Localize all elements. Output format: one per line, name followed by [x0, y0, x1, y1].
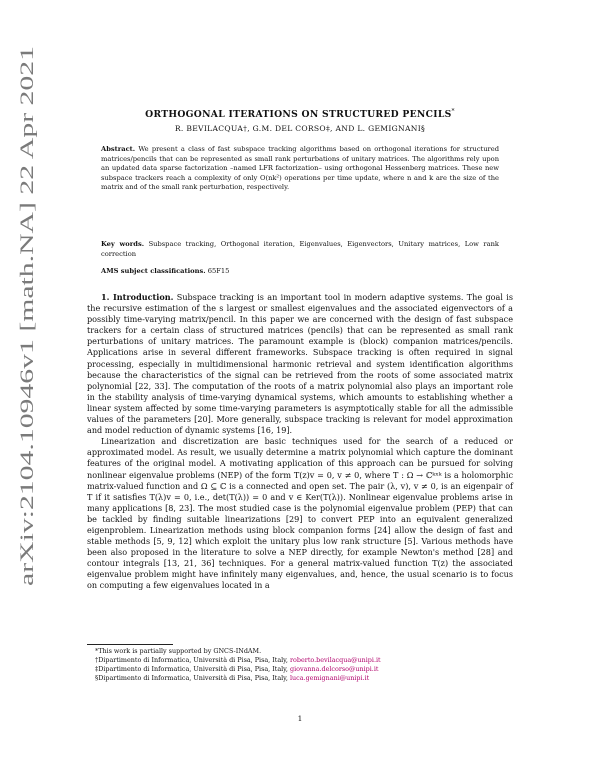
section-heading: 1. Introduction. [101, 292, 174, 302]
footnote-4 [87, 674, 513, 683]
footnote-1: *This work is partially supported by GNCS-INdAM. [95, 647, 262, 655]
arxiv-identifier-sidebar [6, 0, 42, 776]
intro-paragraph-1-text: Subspace tracking is an important tool in modern adaptive systems. The goal is the recursive estimation of the s largest or smallest eigenvalues and the associated eigenvectors of a possibly time-varying matrix/pencil. In this paper we are concerned with the design of fast subspace trackers for a certain class of structured matrices (pencils) that can be represented as small rank perturbations of unitary matrices. The paramount example is (block) companion matrices/pencils. Applications arise in several different frameworks. Subspace tracking is often required in signal processing, especially in multidimensional harmonic retrieval and system identification algorithms because the characteristics of the signal can be retrieved from the roots of some associated matrix polynomial [22, 33]. The computation of the roots of a matrix polynomial also plays an important role in the stability analysis of time-varying dynamical systems, which amounts to establishing whether a linear system affected by some time-varying parameters is asymptotically stable for all the admissible values of the parameters [20]. More generally, subspace tracking is relevant for model approximation and model reduction of dynamic systems [16, 19]. [87, 292, 514, 436]
ams-label: AMS subject classifications. [101, 267, 206, 275]
ams-classification [101, 267, 499, 277]
ams-text: 65F15 [207, 267, 230, 275]
footnote-3-email-link[interactable]: giovanna.delcorso@unipi.it [290, 664, 379, 673]
arxiv-identifier-text: arXiv:2104.10946v1 [math.NA] 22 Apr 2021 [17, 248, 38, 586]
abstract-text: We present a class of fast subspace tracking algorithms based on orthogonal iterations for structured matrices/pencils that can be represented as small rank perturbations of unitary matrices. The algorithms rely upon an updated data sparse factorization –named LFR factorization– using orthogonal Hessenberg matrices. These new subspace trackers reach a complexity of only O(nk²) operations per time update, where n and k are the size of the matrix and of the small rank perturbation, respectively. [101, 145, 499, 192]
keywords-label: Key words. [101, 240, 145, 248]
page-number: 1 [297, 714, 303, 723]
footnote-rule [87, 644, 173, 645]
footnote-4-email-link[interactable]: luca.gemignani@unipi.it [290, 673, 370, 682]
footnote-2-email-link[interactable]: roberto.bevilacqua@unipi.it [290, 655, 381, 664]
keywords-text: Subspace tracking, Orthogonal iteration, Eigenvalues, Eigenvectors, Unitary matrices, Low rank correction [101, 240, 499, 258]
footnote-3-text: ‡Dipartimento di Informatica, Università di Pisa, Pisa, Italy, [95, 664, 290, 673]
footnote-3 [87, 665, 513, 674]
footnote-2 [87, 656, 513, 665]
intro-paragraph-1 [87, 292, 513, 436]
footnotes [87, 647, 513, 683]
title-footnote-mark: * [451, 108, 455, 115]
paper-title-text: ORTHOGONAL ITERATIONS ON STRUCTURED PENCILS [145, 109, 452, 121]
abstract [101, 145, 499, 193]
introduction-section [87, 292, 513, 592]
footnote-4-text: §Dipartimento di Informatica, Università di Pisa, Pisa, Italy, [95, 673, 290, 682]
paper-title [87, 108, 513, 120]
author-list: R. BEVILACQUA†, G.M. DEL CORSO‡, AND L. GEMIGNANI§ [174, 124, 426, 133]
intro-paragraph-2: Linearization and discretization are basic techniques used for the search of a reduced or approximated model. As result, we usually determine a matrix polynomial which capture the dominant features of the original model. A motivating application of this approach can be pursued for solving nonlinear eigenvalue problems (NEP) of the form T(z)v = 0, v ≠ 0, where T : Ω → ℂᵏˣᵏ is a holomorphic matrix-valued function and Ω ⊆ ℂ is a connected and open set. The pair (λ, v), v ≠ 0, is an eigenpair of T if it satisfies T(λ)v = 0, i.e., det(T(λ)) = 0 and v ∈ Ker(T(λ)). Nonlinear eigenvalue problems arise in many applications [8, 23]. The most studied case is the polynomial eigenvalue problem (PEP) that can be tackled by finding suitable linearizations [29] to convert PEP into an equivalent generalized eigenproblem. Linearization methods using block companion forms [24] allow the design of fast and stable methods [5, 9, 12] which exploit the unitary plus low rank structure [5]. Various methods have been also proposed in the literature to solve a NEP directly, for example Newton's method [28] and contour integrals [13, 21, 36] techniques. For a general matrix-valued function T(z) the associated eigenvalue problem might have infinitely many eigenvalues, and, hence, the usual scenario is to focus on computing a few eigenvalues located in a [87, 436, 513, 591]
keywords [101, 240, 499, 259]
abstract-label: Abstract. [101, 145, 136, 153]
footnote-2-text: †Dipartimento di Informatica, Università di Pisa, Pisa, Italy, [95, 655, 290, 664]
